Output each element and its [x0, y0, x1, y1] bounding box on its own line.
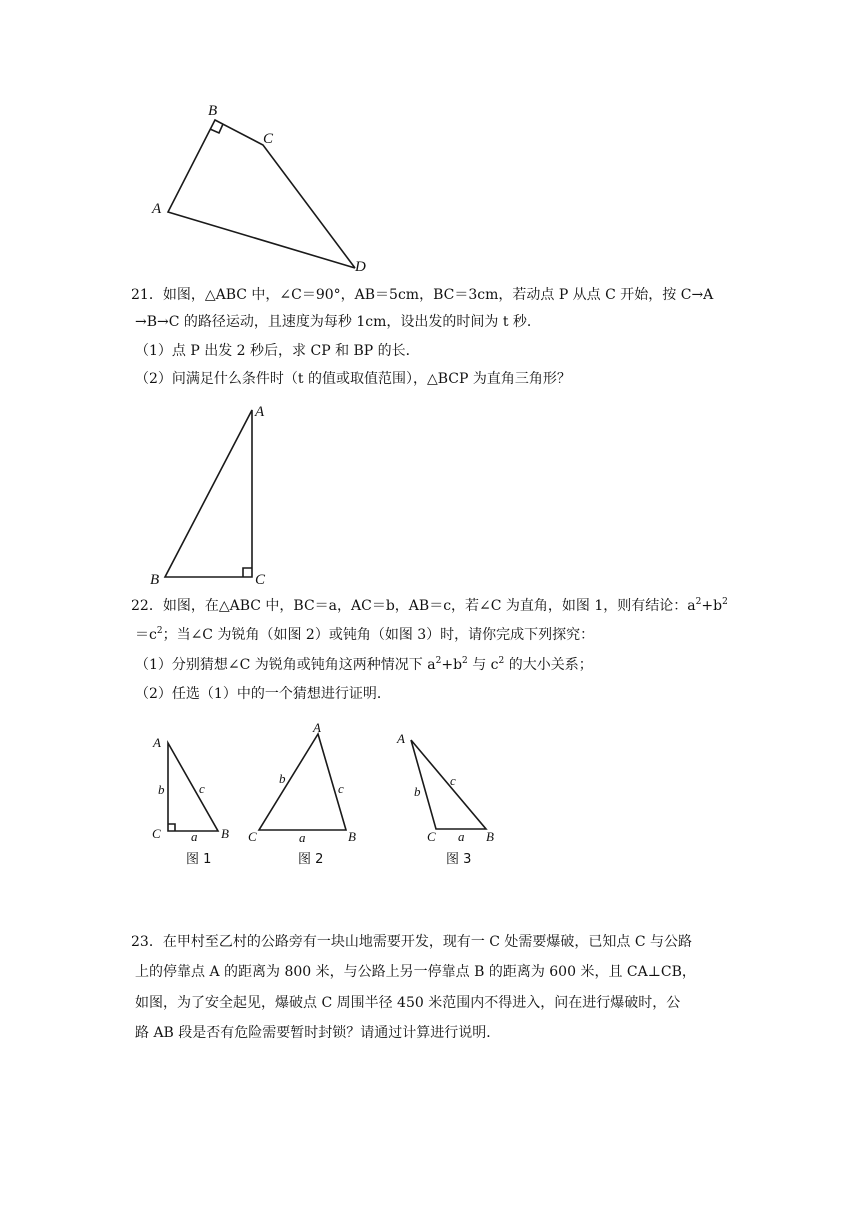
- triangle-outline: [165, 410, 252, 577]
- label-a-vertex: A: [313, 720, 321, 735]
- label-b-vertex: B: [348, 829, 356, 844]
- q22-line2-pre: ＝c: [135, 627, 157, 643]
- q21-line1: 21．如图，△ABC 中，∠C＝90°，AB＝5cm，BC＝3cm，若动点 P 从点 C 开始，按 C→A: [131, 287, 714, 303]
- triangle-outline: [259, 734, 346, 830]
- q23-line4: 路 AB 段是否有危险需要暂时封锁？请通过计算进行说明．: [135, 1025, 501, 1041]
- q22-sub1-sup: 2: [435, 656, 442, 666]
- label-a-vertex: A: [397, 731, 405, 746]
- label-c-vertex: C: [427, 829, 436, 844]
- label-a-vertex: A: [153, 735, 161, 750]
- q22-sub1: [135, 656, 593, 674]
- q22-line1-sup: 2: [695, 597, 702, 607]
- quadrilateral-figure-q20: [140, 95, 380, 275]
- label-c-side: c: [338, 781, 344, 796]
- label-c-vertex: C: [248, 829, 257, 844]
- triangle-outline: [168, 743, 218, 831]
- label-a-side: a: [299, 830, 306, 845]
- label-b-vertex: B: [221, 826, 229, 841]
- caption-fig-1: 图 1: [186, 852, 212, 867]
- caption-fig-3: 图 3: [446, 852, 472, 867]
- q22-line2-rest: ；当∠C 为锐角（如图 2）或钝角（如图 3）时，请你完成下列探究：: [162, 627, 595, 643]
- label-a: A: [152, 201, 162, 217]
- q22-line1-sup2: 2: [722, 597, 728, 607]
- label-a-side: a: [458, 829, 465, 844]
- q23-line2: 上的停靠点 A 的距离为 800 米，与公路上另一停靠点 B 的距离为 600 米，且 CA⊥CB，: [135, 964, 696, 980]
- label-c-side: c: [199, 781, 205, 796]
- q22-sub1-sup3: 2: [498, 656, 505, 666]
- label-b-side: b: [158, 782, 165, 797]
- label-c-side: c: [450, 773, 456, 788]
- q23-line1: 23．在甲村至乙村的公路旁有一块山地需要开发，现有一 C 处需要爆破，已知点 C 与公路: [131, 934, 693, 950]
- label-b-side: b: [414, 784, 421, 799]
- q22-sub1-sup2: 2: [462, 656, 468, 666]
- triangle-outline: [411, 740, 486, 829]
- label-b: B: [150, 572, 160, 588]
- q22-line1-mid: +b: [701, 598, 723, 614]
- label-c-vertex: C: [152, 826, 161, 841]
- triangle-figure-1: [148, 728, 238, 873]
- triangle-figure-3: [393, 728, 508, 873]
- label-c: C: [255, 572, 266, 588]
- triangle-figure-2: [245, 718, 370, 873]
- q22-sub1-mid2: 与 c: [467, 657, 499, 673]
- q22-sub1-mid: +b: [441, 657, 463, 673]
- q21-line2: →B→C 的路径运动，且速度为每秒 1cm，设出发的时间为 t 秒．: [135, 314, 541, 330]
- label-b-vertex: B: [486, 829, 494, 844]
- right-angle-mark-c: [168, 824, 175, 831]
- label-c: C: [263, 131, 274, 147]
- q22-line1-text: 22．如图，在△ABC 中，BC＝a，AC＝b，AB＝c，若∠C 为直角，如图 1，则有结论：a: [131, 598, 696, 614]
- q22-sub1-rest: 的大小关系；: [504, 657, 593, 673]
- triangle-figure-q21: [145, 400, 275, 590]
- q22-line2-sup: 2: [156, 626, 163, 636]
- label-d: D: [355, 259, 366, 275]
- q23-line3: 如图，为了安全起见，爆破点 C 周围半径 450 米范围内不得进入，问在进行爆破时，公: [135, 995, 681, 1011]
- q21-sub1: （1）点 P 出发 2 秒后，求 CP 和 BP 的长．: [135, 343, 420, 359]
- quadrilateral-outline: [168, 120, 355, 268]
- q22-line1: [131, 597, 728, 615]
- q21-sub2: （2）问满足什么条件时（t 的值或取值范围），△BCP 为直角三角形？: [135, 371, 571, 387]
- q22-sub1-pre: （1）分别猜想∠C 为锐角或钝角这两种情况下 a: [135, 657, 436, 673]
- q22-sub2: （2）任选（1）中的一个猜想进行证明．: [135, 686, 391, 702]
- q22-line2: [135, 626, 594, 644]
- label-b-side: b: [279, 771, 286, 786]
- label-a: A: [255, 404, 265, 420]
- right-angle-mark-c: [243, 568, 252, 577]
- label-a-side: a: [191, 829, 198, 844]
- caption-fig-2: 图 2: [298, 852, 324, 867]
- label-b: B: [208, 103, 218, 119]
